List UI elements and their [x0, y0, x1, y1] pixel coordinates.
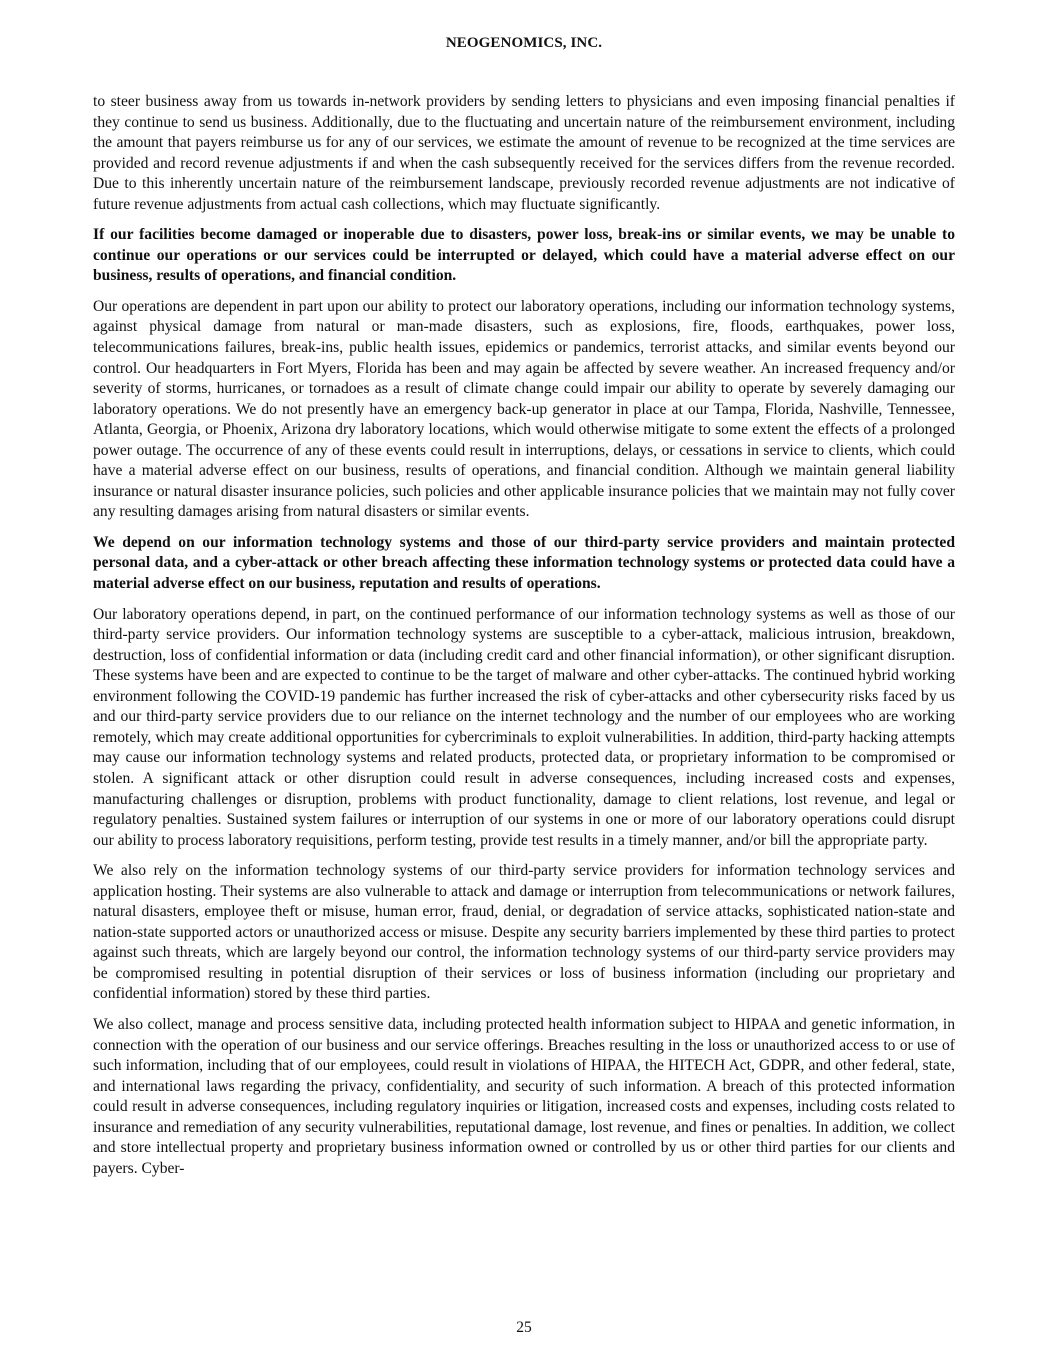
page-number: 25 — [516, 1319, 532, 1336]
paragraph-facilities: Our operations are dependent in part upon our ability to protect our laboratory operations, including our information technology systems, against physical damage from natural or man-made disasters, such as explosions, fire, floods, earthquakes, power loss, telecommunications failures, break-ins, public health issues, epidemics or pandemics, terrorist attacks, and similar events beyond our control. Our headquarters in Fort Myers, Florida has been and may again be affected by severe weather. An increased frequency and/or severity of storms, hurricanes, or tornadoes as a result of climate change could impair our ability to operate by severely damaging our laboratory operations. We do not presently have an emergency back-up generator in place at our Tampa, Florida, Nashville, Tennessee, Atlanta, Georgia, or Phoenix, Arizona dry laboratory locations, which would otherwise mitigate to some extent the effects of a prolonged power outage. The occurrence of any of these events could result in interruptions, delays, or cessations in service to clients, which could have a material adverse effect on our business, results of operations, and financial condition. Although we maintain general liability insurance or natural disaster insurance policies, such policies and other applicable insurance policies that we maintain may not fully cover any resulting damages arising from natural disasters or similar events. — [93, 297, 955, 521]
paragraph-continuation: to steer business away from us towards in-network providers by sending letters to physicians and even imposing financial penalties if they continue to send us business. Additionally, due to the fluctuating and uncertain nature of the reimbursement environment, including the amount that payers reimburse us for any of our services, we estimate the amount of revenue to be recognized at the time services are provided and record revenue adjustments if and when the cash subsequently received for the services differs from the revenue recorded. Due to this inherently uncertain nature of the reimbursement landscape, previously recorded revenue adjustments are not indicative of future revenue adjustments from actual cash collections, which may fluctuate significantly. — [93, 93, 955, 213]
company-header: NEOGENOMICS, INC. — [445, 35, 603, 51]
document-body — [93, 92, 955, 1189]
paragraph-sensitive-data: We also collect, manage and process sensitive data, including protected health information subject to HIPAA and genetic information, in connection with the operation of our business and our service offerings. Breaches resulting in the loss or unauthorized access to or use of such information, including that of our employees, could result in violations of HIPAA, the HITECH Act, GDPR, and other federal, state, and international laws regarding the privacy, confidentiality, and security of such information. A breach of this protected information could result in adverse consequences, including regulatory inquiries or litigation, increased costs and expenses, including costs related to insurance and remediation of any security vulnerabilities, reputational damage, lost revenue, and fines or penalties. In addition, we collect and store intellectual property and proprietary business information owned or controlled by us or other third parties for our clients and payers. Cyber- — [93, 1015, 955, 1177]
paragraph-it-systems: Our laboratory operations depend, in part, on the continued performance of our information technology systems as well as those of our third-party service providers. Our information technology systems are susceptible to a cyber-attack, malicious intrusion, breakdown, destruction, loss of confidential information or data (including credit card and other financial information), or other significant disruption. These systems have been and are expected to continue to be the target of malware and other cyber-attacks. The continued hybrid working environment following the COVID-19 pandemic has further increased the risk of cyber-attacks and other cybersecurity risks faced by us and our third-party service providers due to our reliance on the internet technology and the number of our employees who are working remotely, which may create additional opportunities for cybercriminals to exploit vulnerabilities. In addition, third-party hacking attempts may cause our information technology systems and related products, protected data, or proprietary information to be compromised or stolen. A significant attack or other disruption could result in adverse consequences, including increased costs and expenses, manufacturing challenges or disruption, problems with product functionality, damage to client relations, lost revenue, and legal or regulatory penalties. Sustained system failures or interruption of our systems in one or more of our laboratory operations could disrupt our ability to process laboratory requisitions, perform testing, provide test results in a timely manner, and/or bill the appropriate party. — [93, 605, 955, 849]
paragraph-third-party: We also rely on the information technology systems of our third-party service providers for information technology services and application hosting. Their systems are also vulnerable to attack and damage or interruption from telecommunications or network failures, natural disasters, employee theft or misuse, human error, fraud, denial, or degradation of service attacks, sophisticated nation-state and nation-state supported actors or unauthorized access or misuse. Despite any security barriers implemented by these third parties to protect against such threats, which are largely beyond our control, the information technology systems of our third-party service providers may be compromised resulting in potential disruption of their services or loss of business information (including our proprietary and confidential information) stored by these third parties. — [93, 862, 955, 1003]
risk-heading-it-systems: We depend on our information technology systems and those of our third-party service providers and maintain protected personal data, and a cyber-attack or other breach affecting these information technology systems or protected data could have a material adverse effect on our business, reputation and results of operations. — [93, 533, 955, 593]
risk-heading-facilities: If our facilities become damaged or inoperable due to disasters, power loss, break-ins or similar events, we may be unable to continue our operations or our services could be interrupted or delayed, which could have a material adverse effect on our business, results of operations, and financial condition. — [93, 226, 955, 285]
